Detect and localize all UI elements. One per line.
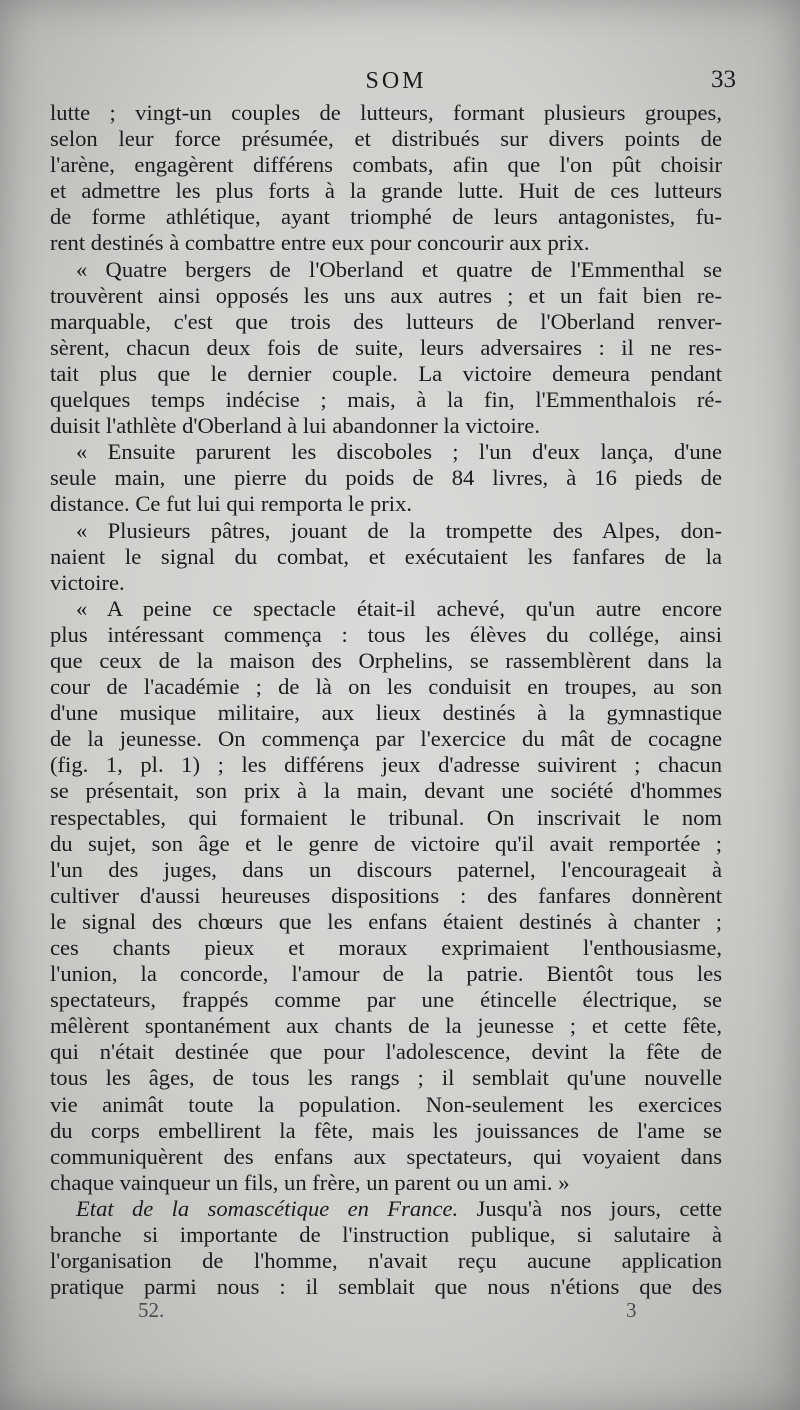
text-line: se présentait, son prix à la main, devant une société d'hommes [50, 778, 722, 804]
text-line: plus intéressant commença : tous les élèves du collége, ainsi [50, 621, 722, 647]
text-line: l'organisation de l'homme, n'avait reçu aucune application [50, 1248, 722, 1274]
text-line: distance. Ce fut lui qui remporta le prix. [50, 491, 413, 517]
text-line: rent destinés à combattre entre eux pour concourir aux prix. [50, 230, 590, 256]
text-line: lutte ; vingt-un couples de lutteurs, formant plusieurs groupes, [50, 100, 722, 125]
section-start-line [50, 1196, 722, 1222]
text-line: le signal des chœurs que les enfans étaient destinés à chanter ; [50, 908, 722, 934]
text-line: vie animât toute la population. Non-seulement les exercices [50, 1091, 722, 1117]
text-line: qui n'était destinée que pour l'adolescence, devint la fête de [50, 1039, 722, 1065]
text-line: marquable, c'est que trois des lutteurs de l'Oberland renver- [50, 308, 722, 334]
text-line: du sujet, son âge et le genre de victoire qu'il avait remportée ; [50, 830, 722, 856]
text-line: cour de l'académie ; de là on les conduisit en troupes, au son [50, 674, 722, 700]
text-line: chaque vainqueur un fils, un frère, un parent ou un ami. » [50, 1169, 570, 1195]
text-line: spectateurs, frappés comme par une étincelle électrique, se [50, 987, 722, 1013]
text-line: naient le signal du combat, et exécutaient les fanfares de la [50, 543, 722, 569]
text-line: que ceux de la maison des Orphelins, se rassemblèrent dans la [50, 647, 722, 673]
text-line: l'un des juges, dans un discours paternel, l'encourageait à [50, 856, 722, 882]
text-line: et admettre les plus forts à la grande lutte. Huit de ces lutteurs [50, 178, 722, 204]
text-line: respectables, qui formaient le tribunal. On inscrivait le nom [50, 804, 722, 830]
text-line: cultiver d'aussi heureuses dispositions : des fanfares donnèrent [50, 882, 722, 908]
text-line: communiquèrent des enfans aux spectateurs, qui voyaient dans [50, 1143, 722, 1169]
signature-mark: 52. [138, 1298, 165, 1322]
paragraph-start-line: « Quatre bergers de l'Oberland et quatre de l'Emmenthal se [76, 256, 722, 282]
text-line: l'arène, engagèrent différens combats, afin que l'on pût choisir [50, 152, 722, 178]
text-line: mêlèrent spontanément aux chants de la jeunesse ; et cette fête, [50, 1013, 722, 1039]
page-number: 33 [711, 66, 736, 93]
text-line: duisit l'athlète d'Oberland à lui abandonner la victoire. [50, 413, 540, 439]
text-line: de forme athlétique, ayant triomphé de leurs antagonistes, fu- [50, 204, 722, 230]
text-line: de la jeunesse. On commença par l'exercice du mât de cocagne [50, 726, 722, 752]
text-line: tous les âges, de tous les rangs ; il semblait qu'une nouvelle [50, 1065, 722, 1091]
page-foot [52, 1298, 712, 1328]
paragraph-start-line: « A peine ce spectacle était-il achevé, qu'un autre encore [76, 595, 722, 621]
text-line: quelques temps indécise ; mais, à la fin, l'Emmenthalois ré- [50, 387, 722, 413]
text-line: l'union, la concorde, l'amour de la patrie. Bientôt tous les [50, 961, 722, 987]
section-start-text: Jusqu'à nos jours, cette [476, 1195, 722, 1221]
quire-mark: 3 [626, 1298, 637, 1322]
running-head-title: SOM [365, 68, 427, 94]
text-line: branche si importante de l'instruction publique, si salutaire à [50, 1222, 722, 1248]
text-line: pratique parmi nous : il semblait que nous n'étions que des [50, 1274, 722, 1300]
paragraph-start-line: « Plusieurs pâtres, jouant de la trompette des Alpes, don- [76, 517, 722, 543]
text-line: trouvèrent ainsi opposés les uns aux autres ; et un fait bien re- [50, 282, 722, 308]
section-title: Etat de la somascétique en France. [76, 1195, 459, 1221]
text-line: ces chants pieux et moraux exprimaient l'enthousiasme, [50, 935, 722, 960]
text-line: sèrent, chacun deux fois de suite, leurs adversaires : il ne res- [50, 334, 722, 360]
text-line: victoire. [50, 569, 125, 595]
body-text [50, 100, 722, 1300]
text-line: seule main, une pierre du poids de 84 livres, à 16 pieds de [50, 465, 722, 491]
text-line: d'une musique militaire, aux lieux destinés à la gymnastique [50, 700, 722, 726]
running-head [52, 64, 740, 100]
text-line: (fig. 1, pl. 1) ; les différens jeux d'adresse suivirent ; chacun [50, 752, 722, 778]
text-line: tait plus que le dernier couple. La victoire demeura pendant [50, 360, 722, 386]
text-line: du corps embellirent la fête, mais les jouissances de l'ame se [50, 1117, 722, 1143]
paragraph-start-line: « Ensuite parurent les discoboles ; l'un d'eux lança, d'une [76, 439, 722, 465]
text-line: selon leur force présumée, et distribués sur divers points de [50, 126, 722, 152]
